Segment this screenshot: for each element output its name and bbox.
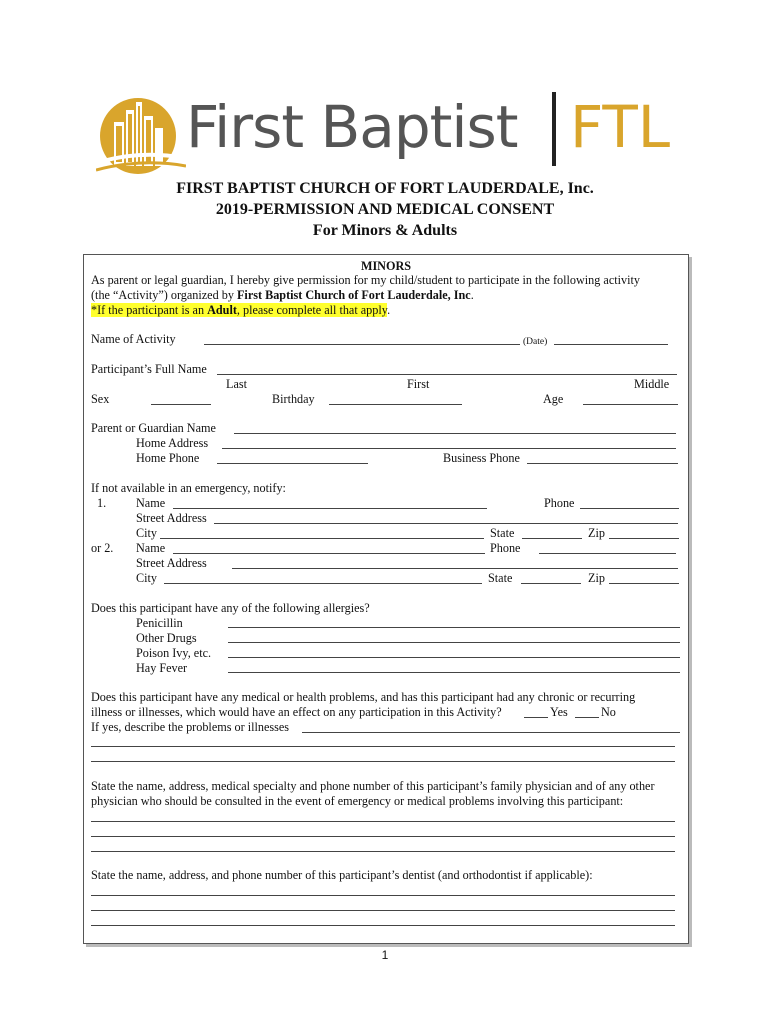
medical-question-2: illness or illnesses, which would have an effect on any participation in this Activity? bbox=[91, 705, 502, 719]
contact1-phone-field[interactable] bbox=[580, 508, 679, 509]
contact2-number: or 2. bbox=[91, 541, 114, 555]
medical-question-1: Does this participant have any medical or health problems, and has this participant had any chronic or recurring bbox=[91, 690, 636, 704]
doc-title-line3: For Minors & Adults bbox=[312, 222, 458, 239]
age-label: Age bbox=[543, 392, 564, 406]
intro-line-1: As parent or legal guardian, I hereby give permission for my child/student to participate in the following activity bbox=[91, 273, 640, 287]
allergies-question: Does this participant have any of the following allergies? bbox=[91, 601, 370, 615]
home-phone-field[interactable] bbox=[217, 463, 368, 464]
medical-yes-field[interactable] bbox=[524, 717, 548, 718]
intro-line-2: (the “Activity”) organized by First Baptist Church of Fort Lauderdale, Inc. bbox=[91, 288, 474, 302]
allergy-hay-field[interactable] bbox=[228, 672, 680, 673]
middle-name-label: Middle bbox=[634, 377, 670, 391]
consent-form bbox=[83, 254, 689, 944]
date-label: (Date) bbox=[523, 337, 548, 347]
contact1-zip-field[interactable] bbox=[609, 538, 679, 539]
contact2-city-label: City bbox=[136, 571, 157, 585]
contact1-city-label: City bbox=[136, 526, 157, 540]
contact1-street-field[interactable] bbox=[214, 523, 678, 524]
birthday-field[interactable] bbox=[329, 404, 462, 405]
dentist-question: State the name, address, and phone number of this participant’s dentist (and orthodontist if applicable): bbox=[91, 868, 593, 882]
contact2-name-field[interactable] bbox=[173, 553, 485, 554]
doc-title-line1: FIRST BAPTIST CHURCH OF FORT LAUDERDALE, Inc. bbox=[176, 180, 594, 197]
contact1-city-field[interactable] bbox=[160, 538, 484, 539]
no-label: No bbox=[601, 705, 616, 719]
describe-line-3[interactable] bbox=[91, 761, 675, 762]
allergy-drugs-field[interactable] bbox=[228, 642, 680, 643]
participant-label: Participant’s Full Name bbox=[91, 362, 207, 376]
physician-question-2: physician who should be consulted in the event of emergency or medical problems involving this participant: bbox=[91, 794, 624, 808]
section-title: MINORS bbox=[360, 259, 412, 273]
physician-line-1[interactable] bbox=[91, 821, 675, 822]
allergy-ivy-label: Poison Ivy, etc. bbox=[136, 646, 212, 660]
church-logo bbox=[96, 92, 686, 178]
allergy-penicillin-field[interactable] bbox=[228, 627, 680, 628]
allergy-penicillin-label: Penicillin bbox=[136, 616, 183, 630]
doc-title-line2: 2019-PERMISSION AND MEDICAL CONSENT bbox=[215, 201, 555, 218]
guardian-name-field[interactable] bbox=[234, 433, 676, 434]
last-name-label: Last bbox=[226, 377, 247, 391]
yes-label: Yes bbox=[550, 705, 568, 719]
business-phone-label: Business Phone bbox=[443, 451, 520, 465]
adult-note: *If the participant is an Adult, please complete all that apply. bbox=[91, 303, 391, 317]
contact2-zip-label: Zip bbox=[588, 571, 605, 585]
logo-divider bbox=[552, 92, 556, 166]
birthday-label: Birthday bbox=[272, 392, 315, 406]
physician-question-1: State the name, address, medical specialty and phone number of this participant’s family physician and of any other bbox=[91, 779, 655, 793]
page-number: 1 bbox=[381, 948, 389, 962]
logo-wordmark: First Baptist bbox=[186, 93, 518, 161]
logo-ftl: FTL bbox=[570, 93, 671, 161]
home-address-field[interactable] bbox=[222, 448, 676, 449]
contact2-city-field[interactable] bbox=[164, 583, 482, 584]
contact2-street-field[interactable] bbox=[232, 568, 678, 569]
allergy-drugs-label: Other Drugs bbox=[136, 631, 197, 645]
sex-field[interactable] bbox=[151, 404, 211, 405]
contact2-name-label: Name bbox=[136, 541, 166, 555]
contact2-zip-field[interactable] bbox=[609, 583, 679, 584]
contact1-name-label: Name bbox=[136, 496, 166, 510]
contact2-state-field[interactable] bbox=[521, 583, 581, 584]
skyline-logo-icon bbox=[96, 92, 186, 178]
describe-label: If yes, describe the problems or illnesses bbox=[91, 720, 289, 734]
home-address-label: Home Address bbox=[136, 436, 209, 450]
contact2-phone-label: Phone bbox=[490, 541, 521, 555]
contact1-phone-label: Phone bbox=[544, 496, 575, 510]
contact1-name-field[interactable] bbox=[173, 508, 487, 509]
sex-label: Sex bbox=[91, 392, 110, 406]
describe-field[interactable] bbox=[302, 732, 680, 733]
medical-no-field[interactable] bbox=[575, 717, 599, 718]
dentist-line-2[interactable] bbox=[91, 910, 675, 911]
allergy-hay-label: Hay Fever bbox=[136, 661, 188, 675]
dentist-line-3[interactable] bbox=[91, 925, 675, 926]
home-phone-label: Home Phone bbox=[136, 451, 200, 465]
contact2-state-label: State bbox=[488, 571, 513, 585]
emergency-label: If not available in an emergency, notify: bbox=[91, 481, 286, 495]
contact1-zip-label: Zip bbox=[588, 526, 605, 540]
physician-line-2[interactable] bbox=[91, 836, 675, 837]
first-name-label: First bbox=[407, 377, 430, 391]
contact2-street-label: Street Address bbox=[136, 556, 207, 570]
guardian-label: Parent or Guardian Name bbox=[91, 421, 216, 435]
contact1-number: 1. bbox=[97, 496, 107, 510]
business-phone-field[interactable] bbox=[527, 463, 678, 464]
age-field[interactable] bbox=[583, 404, 678, 405]
describe-line-2[interactable] bbox=[91, 746, 675, 747]
physician-line-3[interactable] bbox=[91, 851, 675, 852]
contact2-phone-field[interactable] bbox=[539, 553, 676, 554]
contact1-state-field[interactable] bbox=[522, 538, 582, 539]
allergy-ivy-field[interactable] bbox=[228, 657, 680, 658]
contact1-state-label: State bbox=[490, 526, 515, 540]
activity-label: Name of Activity bbox=[91, 332, 176, 346]
contact1-street-label: Street Address bbox=[136, 511, 207, 525]
participant-name-field[interactable] bbox=[217, 374, 677, 375]
activity-field[interactable] bbox=[204, 344, 520, 345]
dentist-line-1[interactable] bbox=[91, 895, 675, 896]
activity-date-field[interactable] bbox=[554, 344, 668, 345]
